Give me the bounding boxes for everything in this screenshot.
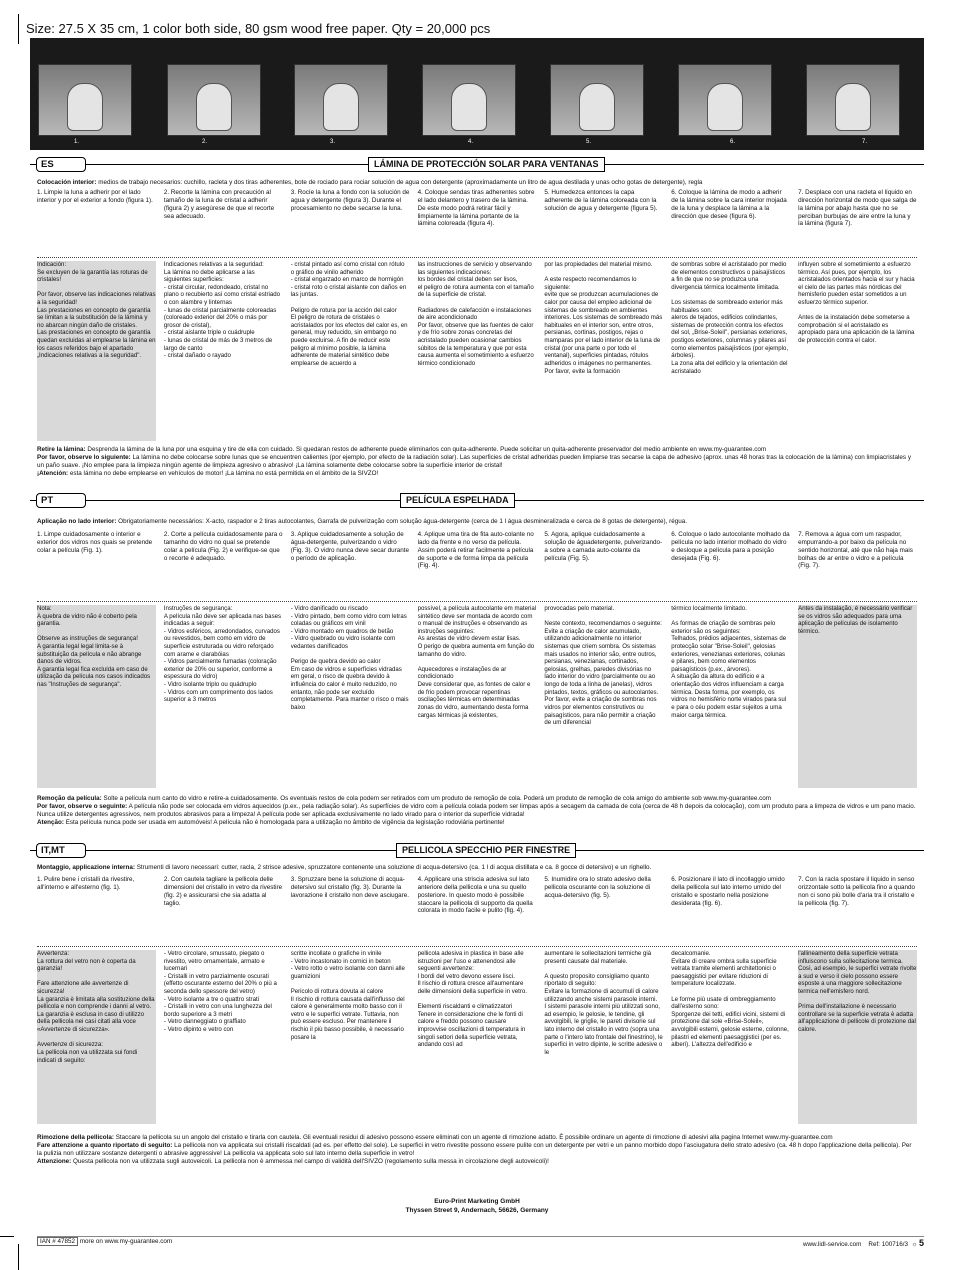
notes-es [37, 261, 917, 441]
imprint [0, 1197, 954, 1215]
illustration-band [30, 38, 924, 150]
foot-line: Por favor, observe lo siguiente: La lámina no debe colocarse sobre lunas que se encuentren calientes (por ejemplo, por efecto de la radiación solar). Las superficies de cristal adheridas pueden limpiarse tras secarse la capa de adhesivo (aprox. unas 48 horas tras la colocación de la lámina) con limpiacristales y un paño suave. ¡No emplee para la limpieza ningún agente de limpieza agresivo o abrasivo! ¡La lámina solamente debe colocarse sobre la superficie interior de cristal! [37, 453, 911, 469]
language-badge-it: IT,MT [36, 843, 86, 858]
figure-number: 2. [202, 139, 208, 145]
note-column: - Vidro danificado ou riscado - Vidro pintado, bem como vidro com letras coladas ou gráficos em vinil - Vidro montado em quadros de betão - Vidro quebrado ou vidro isolante com vedantes danificados Perigo de quebra devido ao calor Em caso de vidros e superfícies vidradas em geral, o risco de quebra devido à influência do calor é muito reduzido, no entanto, não pode ser excluído completamente. Para manter o risco o mais baixo [290, 605, 409, 711]
note-column: Instruções de segurança: A película não deve ser aplicada nas bases indicadas a seguir: - Vidros esféricos, arredondados, curvados ou revestidos, bem como em vidro de superfície estruturada ou vidro reforçado com arame e clarabóias - Vidros parcialmente fumadas (coloração exterior de 20% ou superior, conforme a espessura do vidro) - Vidro isolante triplo ou quádruplo - Vidros com um comprimento dos lados superior a 3 metros [163, 605, 282, 704]
foot-line: Por favor, observe o seguinte: A película não pode ser colocada em vidros aquecidos (p.ex., pela radiação solar). As superfícies de vidro com a película colada podem ser limpas após a secagem da camada de cola (cerca de 48 h depois da colocação), com um produto para a limpeza de vidros e um pano macio. Nunca utilize detergentes agressivos, nem produtos abrasivos para a limpeza! A película pode ser aplicada exclusivamente no lado virado para o interior da superfície vidrada! [37, 802, 916, 818]
crop-mark [18, 1244, 19, 1270]
notes-pt [37, 605, 917, 788]
notes-it [37, 950, 917, 1124]
footer-rule [37, 1236, 924, 1237]
step-4: 4. Aplique uma tira de fita auto-colante no lado da frente e no verso da película. Assim poderá retirar facilmente a película de suporte e de forma limpa da película (Fig. 4). [417, 531, 534, 570]
footer-notes-es [37, 446, 917, 477]
figure-2-cut-film [167, 64, 261, 136]
footer-notes-pt [37, 795, 917, 826]
step-5: 5. Humedezca entonces la capa adherente de la lámina coloreada con la solución de agua y detergente (figura 5). [544, 189, 658, 212]
step-3: 3. Aplique cuidadosamente a solução de água-detergente, pulverizando o vidro (Fig. 3). O vidro nunca deve secar durante o período de aplicação. [290, 531, 410, 562]
service-link[interactable]: www.lidl-service.com [802, 1241, 862, 1248]
note-column: Nota: A quebra de vidro não é coberto pela garantia. Observe as instruções de segurança! A garantia legal legal limita-se à substituição da película e não abrange danos de vidros. A garantia legal fica excluída em caso de utilização da película nos casos indicados nas "Instruções de segurança". [37, 605, 156, 788]
foot-line: Remoção da película: Solte a película num canto do vidro e retire-a cuidadosamente. Os eventuais restos de cola podem ser retirados com um produto de remoção de cola. Poderá um produto de remoção de cola amigo do ambiente sob www.my-guarantee.com [37, 795, 771, 802]
steps-it [37, 876, 917, 915]
figure-number: 3. [330, 139, 336, 145]
step-2: 2. Recorte la lámina con precaución al tamaño de la luna de cristal a adherir (figura 2) y asegúrese de que el recorte sea adecuado. [163, 189, 275, 220]
step-1: 1. Pulire bene i cristalli da rivestire, all'interno e all'esterno (fig. 1). [37, 876, 135, 891]
figure-6-place-film [678, 64, 772, 136]
step-2: 2. Corte a película cuidadosamente para o tamanho do vidro no qual se pretende colar a película (Fig. 2) e verifique-se que o recorte é adequado. [163, 531, 283, 562]
intro-pt: Aplicação no lado interior: Obrigatoriamente necessários: X-acto, raspador e 2 tiras autocolantes, Garrafa de pulverização com solução água-detergente (cerca de 1 l água desmineralizada e cerca de 8 gotas de detergente), régua. [37, 518, 687, 525]
intro-it: Montaggio, applicazione interna: Strumenti di lavoro necessari: cutter, racla, 2 strisce adesive, spruzzatore contenente una soluzione di acqua-detersivo (ca. 1 l di acqua distillata e ca. 8 gocce di detersivo) e un righello. [37, 864, 652, 871]
footer-right [803, 1238, 924, 1249]
step-4: 4. Coloque sendas tiras adherentes sobre el lado delantero y trasero de la lámina. De este modo podrá retirar fácil y limpiamente la lámina portante de la lámina coloreada (figura 4). [417, 189, 535, 228]
step-4: 4. Applicare una striscia adesiva sul lato anteriore della pellicola e una su quello posteriore. In questo modo è possibile staccare la pellicola di supporto da quella colorata in modo facile e pulito (fig. 4). [417, 876, 533, 915]
step-1: 1. Limpe cuidadosamente o interior e exterior dos vidros nos quais se pretende colar a película (Fig. 1). [37, 531, 153, 554]
sun-icon: ☼ [911, 1241, 918, 1248]
section-heading-it: PELLICOLA SPECCHIO PER FINESTRE [396, 843, 576, 858]
figure-5-spray-film [550, 64, 644, 136]
note-column: provocadas pelo material. Neste contexto, recomendamos o seguinte: Evite a criação de calor acumulado, utilizando adicionalmente no interior sistemas que criem sombra. Os sistemas mais usados no interior são, entre outros, persianas, venezianas, cortinados, gelosias, grelhas, paredes divisórias no lado interior do vidro (parcialmente ou ao longo de toda a linha de janelas), vidros pintados, textos, gráficos ou autocolantes. Por favor, evite a criação de sombras nos vidros por elementos construtivos ou paisagísticos, para não permitir a criação de um diferencial [544, 605, 662, 727]
dotted-rule [37, 257, 917, 258]
steps-es [37, 189, 917, 228]
section-heading-es: LÁMINA DE PROTECCIÓN SOLAR PARA VENTANAS [368, 157, 605, 172]
foot-line: Fare attenzione a quanto riportato di seguito: La pellicola non va applicata sui cristalli riscaldati (ad es. per effetto del sole). Le superfici in vetro rivestite possono essere pulite con un detergente per vetri e un panno morbido dopo l'asciugatura dello strato adesivo (ca. 48 h dopo l'applicazione della pellicola). Per la pulizia non utilizzare sostanze detergenti o abrasive aggressive! La pellicola va applicata solo sul lato interno della superficie in vetro! [37, 1141, 912, 1157]
figure-number: 4. [468, 139, 474, 145]
step-5: 5. Agora, aplique cuidadosamente a solução de águadetergente, pulverizando-a sobre a camada auto-colante da película (Fig. 5). [544, 531, 663, 562]
note-column: possível, a película autocolante em material sintético deve ser montada de acordo com o manual de instruções e observando as instruções seguintes: As arestas de vidro devem estar lisas. O perigo de quebra aumenta em função do tamanho do vidro. Aquecedores e instalações de ar condicionado Deve considerar que, as fontes de calor e de frio podem provocar repentinas oscilações térmicas em determinadas zonas do vidro, aumentando desta forma cargas térmicas já existentes, [417, 605, 537, 719]
note-column: Antes da instalação, é necessário verificar se os vidros são adequados para uma aplicação de películas de isolamento térmico. [798, 605, 917, 788]
foot-line: Atenção: Esta película nunca pode ser usada em automóveis! A película não é homologada para a utilização no âmbito de vigência da legislação rodoviária pertinente! [37, 818, 505, 826]
note-column: térmico localmente limitado. As formas de criação de sombras pelo exterior são os seguintes: Telhados, prédios adjacentes, sistemas de protecção solar "Brise-Soleil", gelosias exteriores, venezianas exteriores, colunas e pilares, bem como elementos paisagísticos (p.ex., árvores). A situação da altura do edifício e a orientação dos vidros influenciam a carga térmica. Desta forma, por exemplo, os vidros no hemisfério norte virados para sul e para o céu podem estar sujeitos a uma maior carga térmica. [671, 605, 787, 719]
figure-7-squeegee [806, 64, 900, 136]
dotted-rule [37, 946, 917, 947]
ref-number: Ref: 100716/3 [868, 1241, 908, 1248]
figure-4-peel-liner [422, 64, 516, 136]
imprint-address: Thyssen Street 9, Andernach, 56626, Germany [405, 1207, 549, 1214]
imprint-company: Euro-Print Marketing GmbH [434, 1198, 520, 1205]
language-badge-pt: PT [36, 493, 86, 508]
note-column: Indicación: Se excluyen de la garantía las roturas de cristales! Por favor, observe las indicaciones relativas a la seguridad! Las prestaciones en concepto de garantía se limitan a la substitución de la lámina y no abarcan ningún daño de cristales. Las prestaciones en concepto de garantía quedan excluidas al emplearse la lámina en los casos referidos bajo el apartado „Indicaciones relativas a la seguridad". [37, 261, 156, 441]
footer-notes-it [37, 1134, 917, 1165]
foot-line: Rimozione della pellicola: Staccare la pellicola su un angolo del cristallo e tirarla con cautela. Gli eventuali residui di adesivo possono essere eliminati con un agente di rimozione adatto. È possibile ordinare un agente di rimozione di adesivi alla pagina Internet www.my-guarantee.com [37, 1134, 833, 1141]
step-2: 2. Con cautela tagliare la pellicola delle dimensioni del cristallo in vetro da rivestire (fig. 2) e assicurarsi che sia adatta al taglio. [163, 876, 283, 907]
figure-number: 6. [730, 139, 736, 145]
intro-text: medios de trabajo necesarios: cuchillo, racleta y dos tiras adherentes, bote de rociado para rociar solución de agua con detergente (aproximadamente un litro de agua destilada y unas ocho gotas de detergente), regla [96, 179, 703, 186]
note-column: - cristal pintado así como cristal con rótulo o gráfico de vinilo adherido - cristal engarzado en marco de hormigón - cristal roto o cristal aislante con daños en las juntas. Peligro de rotura por la acción del calor El peligro de rotura de cristales o acristalados por los efectos del calor es, en general, muy reducido, sin embargo no puede excluirse. A fin de reducir este peligro al mínimo posible, la lámina adherente de material sintético debe emplearse de acuerdo a [290, 261, 408, 367]
foot-line: Attenzione: Questa pellicola non va utilizzata sugli autoveicoli. La pellicola non è ammessa nel campo di validità dell'SIVZO (regolamento sulla messa in circolazione degli autoveicoli)! [37, 1157, 549, 1165]
section-heading-pt: PELÍCULA ESPELHADA [400, 493, 515, 508]
spec-line: Size: 27.5 X 35 cm, 1 color both side, 80 gsm wood free paper. Qty = 20,000 pcs [26, 21, 491, 36]
step-6: 6. Coloque la lámina de modo a adherir de la lámina sobre la cara interior mojada de la luna y desplace la lámina a la dirección que desee (figura 6). [671, 189, 787, 220]
figure-number: 7. [862, 139, 868, 145]
note-column: decalcomanie. Evitare di creare ombra sulla superficie vetrata tramite elementi architettonici o paesaggistici per evitare riduzioni di temperature localizzate. Le forme più usate di ombreggiamento dall'esterno sono: Sporgenze dei tetti, edifici vicini, sistemi di protezione dal sole «Brise-Soleil», avvolgibili esterni, gelosie esterne, colonne, pilastri ed elementi paesaggistici (per es. alberi). L'altezza dell'edificio e [671, 950, 789, 1049]
dotted-rule [37, 601, 917, 602]
note-column: influyen sobre el sometimiento a esfuerzo térmico. Así pues, por ejemplo, los acristalados orientados hacia el sur y hacia el cielo de las partes más nórdicas del hemisferio pueden estar sometidos a un esfuerzo térmico superior. Antes de la instalación debe someterse a comprobación si el acristalado es apropiado para una aplicación de la lámina de protección contra el calor. [798, 261, 915, 345]
figure-3-spray-glass [294, 64, 388, 136]
foot-line: Retire la lámina: Desprenda la lámina de la luna por una esquina y tire de ella con cuidado. Si quedaran restos de adherente puede eliminarlos con quita-adherente. Puede solicitar un quita-adherente preservador del medio ambiente en www.my-guarantee.com [37, 446, 767, 453]
note-column: Avvertenza: La rottura del vetro non è coperta da garanzia! Fare attenzione alle avvertenze di sicurezza! La garanzia è limitata alla sostituzione della pellicola e non comprende i danni al vetro. La garanzia è esclusa in caso di utilizzo della pellicola nei casi citati alla voce «Avvertenze di sicurezza». Avvertenze di sicurezza: La pellicola non va utilizzata sui fondi indicati di seguito: [37, 950, 156, 1124]
ian-number: IAN # 47852 [37, 1237, 78, 1246]
note-column: l'allineamento della superficie vetrata influiscono sulla sollecitazione termica. Così, ad esempio, le superfici vetrate rivolte a sud e verso il cielo possono essere esposte a una maggiore sollecitazione termica nell'emisfero nord. Prima dell'installazione è necessario controllare se la superficie vetrata è adatta all'applicazione di pellicole di protezione dal calore. [798, 950, 917, 1124]
page-number: 5 [918, 1238, 924, 1248]
step-3: 3. Rocíe la luna a fondo con la solución de agua y detergente (figura 3). Durante el procesamiento no debe secarse la luna. [290, 189, 410, 212]
note-column: por las propiedades del material mismo. A este respecto recomendamos lo siguiente: evite que se produzcan acumulaciones de calor por causa del empleo adicional de sistemas de sombreado en ambientes interiores. Los sistemas de sombreado más habituales en el interior son, entre otros, persianas, cortinas, postigos, rejas o mamparas por el lado interior de la luna de cristal (por una parte o por todo el ventanal), superficies pintadas, rótulos adheridos o imágenes no permanentes. Por favor, evite la formación [544, 261, 663, 375]
figure-1-clean-glass [38, 64, 132, 136]
step-7: 7. Con la racla spostare il liquido in senso orizzontale sotto la pellicola fino a quando non ci sono più bolle d'aria tra il cristallo e la pellicola (fig. 7). [798, 876, 916, 907]
intro-label: Colocación interior: [37, 179, 97, 186]
step-3: 3. Spruzzare bene la soluzione di acqua-detersivo sul cristallo (fig. 3). Durante la lavorazione il cristallo non deve asciugare. [290, 876, 410, 899]
figure-number: 5. [586, 139, 592, 145]
note-column: las instrucciones de servicio y observando las siguientes indicaciones: los bordes del cristal deben ser lisos, el peligro de rotura aumenta con el tamaño de la superficie de cristal. Radiadores de calefacción e instalaciones de aire acondicionado Por favor, observe que las fuentes de calor y de frío sobre zonas concretas del acristalado pueden ocasionar cambios súbitos de la temperatura y que por esta causa aumenta el sometimiento a esfuerzo térmico condicionado [417, 261, 534, 367]
footer-left [37, 1238, 172, 1246]
note-column: pellicola adesiva in plastica in base alle istruzioni per l'uso e attenendosi alle seguenti avvertenze: I bordi del vetro devono essere lisci. Il rischio di rottura cresce all'aumentare delle dimensioni della superficie in vetro. Elementi riscaldanti e climatizzatori Tenere in considerazione che le fonti di calore e freddo possono causare improvvise oscillazioni di temperatura in singoli settori della superficie vetrata, andando così ad [417, 950, 527, 1049]
note-column: aumentare le sollecitazioni termiche già presenti causate dal materiale. A questo proposito consigliamo quanto riportato di seguito: Evitare la formazione di accumuli di calore utilizzando anche sistemi parasole interni. I sistemi parasole interni più utilizzati sono, ad esempio, le gelosie, le tendine, gli avvolgibili, le griglie, le pareti divisorie sul lato interno del cristallo in vetro (sopra una parte o l'intero lato frontale del finestrino), le superfici in vetro dipinte, le scritte adesive o le [544, 950, 663, 1056]
note-column: scritte incollate o grafiche in vinile - Vetro incastonato in cornici in beton - Vetro rotto o vetro isolante con danni alle guarnizioni Pericolo di rottura dovuta al calore Il rischio di rottura causata dall'influsso del calore è generalmente molto basso con il vetro e le superfici vetrate. Tuttavia, non può essere escluso. Per mantenere il rischio il più basso possibile, è necessario posare la [290, 950, 405, 1041]
step-1: 1. Limpie la luna a adherir por el lado interior y por el exterior a fondo (figura 1). [37, 189, 153, 204]
step-6: 6. Posizionare il lato di incollaggio umido della pellicola sul lato interno umido del cristallo e spostarlo nella posizione desiderata (fig. 6). [671, 876, 785, 907]
step-5: 5. Inumidire ora lo strato adesivo della pellicola oscurante con la soluzione di acqua-detersivo (fig. 5). [544, 876, 651, 899]
note-column: - Vetro circolare, smussato, piegato o rivestito, vetro ornamentale, armato e lucernari - Cristalli in vetro parzialmente oscurati (effetto oscurante esterno del 20% o più a seconda dello spessore del vetro) - Vetro isolante a tre o quattro strati - Cristalli in vetro con una lunghezza del bordo superiore a 3 metri - Vetro danneggiato o graffiato - Vetro dipinto e vetro con [163, 950, 277, 1034]
crop-mark [18, 14, 19, 44]
step-6: 6. Coloque o lado autocolante molhado da película no lado interior molhado do vidro e desloque a película para a posição desejada (Fig. 6). [671, 531, 790, 562]
step-7: 7. Remova a água com um raspador, empurrando-a por baixo da película no sentido horizontal, até que não haja mais bolhas de ar entre o vidro e a película (Fig. 7). [798, 531, 913, 570]
guarantee-link[interactable]: more on www.my-guarantee.com [79, 1238, 173, 1245]
figure-number: 1. [74, 139, 80, 145]
foot-line: ¡Atención: esta lámina no debe emplearse en vehículos de motor! ¡La lámina no está permitida en el ámbito de la SIVZO! [37, 469, 379, 477]
steps-pt [37, 531, 917, 570]
intro-es [37, 179, 917, 187]
step-7: 7. Desplace con una racleta el líquido en dirección horizontal de modo que salga de la lámina por abajo hasta que no se perciban burbujas de aire entre la luna y la lámina (figura 7). [798, 189, 917, 228]
crop-mark [0, 1236, 14, 1237]
language-badge-es: ES [36, 157, 86, 172]
note-column: de sombras sobre el acristalado por medio de elementos constructivos o paisajísticos a fin de que no se produzca una divergencia térmica localmente limitada. Los sistemas de sombreado exterior más habituales son: aleros de tejados, edificios colindantes, sistemas de protección contra los efectos del sol, „Brise-Soleil", persianas exteriores, postigos exteriores, columnas y pilares así como elementos paisajísticos (por ejemplo, árboles). La zona alta del edificio y la orientación del acristalado [671, 261, 789, 375]
note-column: Indicaciones relativas a la seguridad: La lámina no debe aplicarse a las siguientes superficies: - cristal circular, redondeado, cristal no plano o recubierto así como cristal estriado o con alambre y linternas - lunas de cristal parcialmente coloreadas (coloreado exterior del 20% o más por grosor de cristal), - cristal aislante triple o cuádruple - lunas de cristal de más de 3 metros de largo de canto - cristal dañado o rayado [163, 261, 281, 360]
